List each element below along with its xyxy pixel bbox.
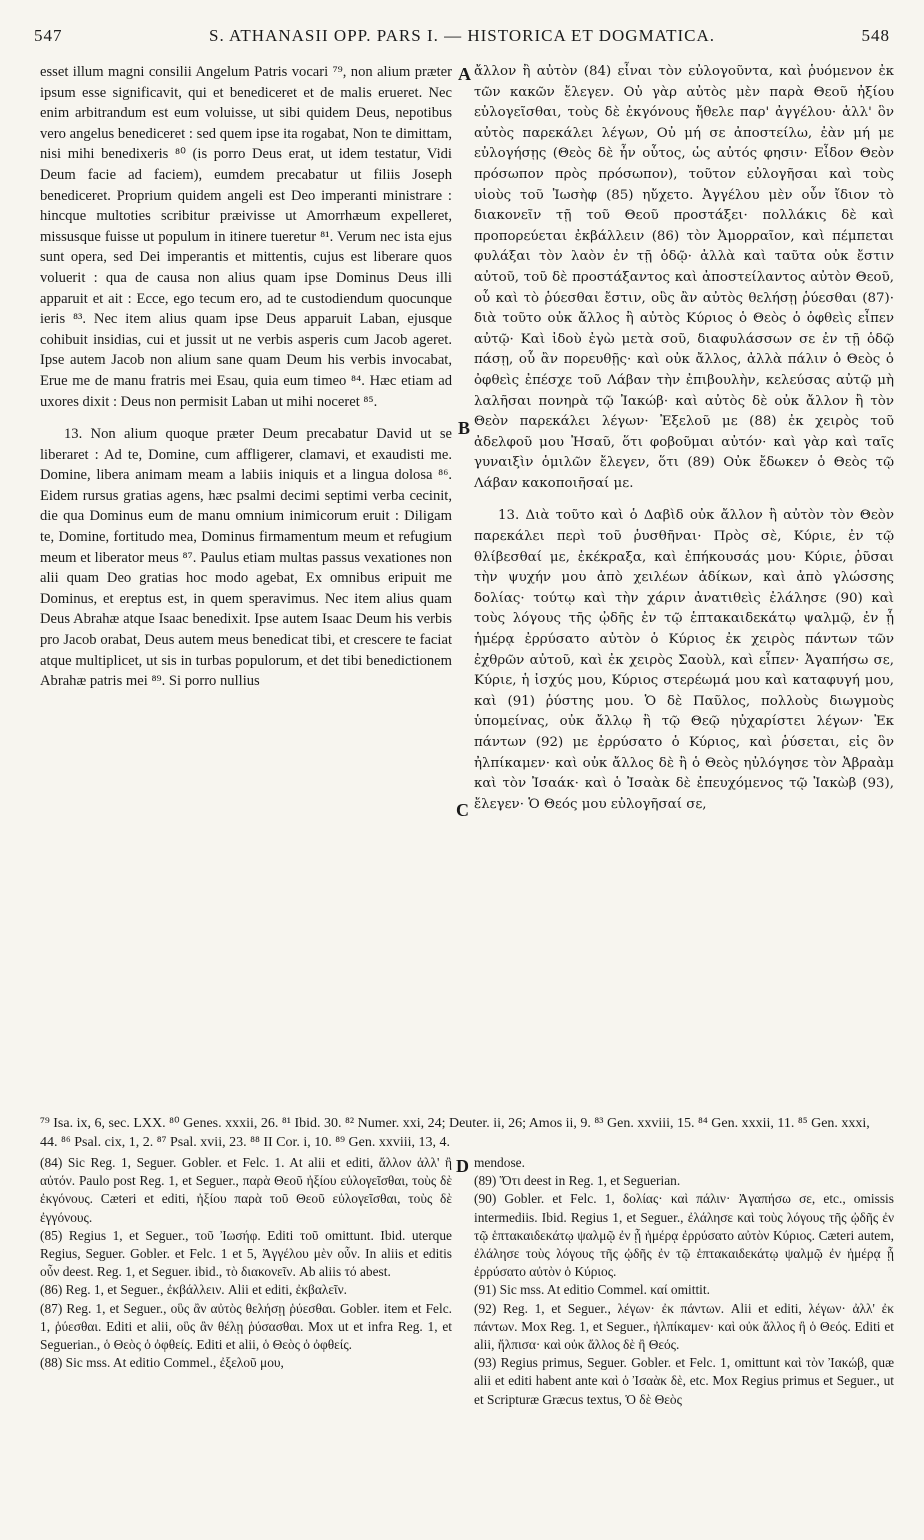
page-number-left: 547 bbox=[34, 26, 63, 45]
greek-paragraph-2: 13. Διὰ τοῦτο καὶ ὁ Δαβὶδ οὐκ ἄλλον ἢ αὐτὸν τὸν Θεὸν παρεκάλει περὶ τοῦ ῥυσθῆναι· Πρὸς σὲ, Κύριε, ἐν τῷ θλίβεσθαί με, ἐκέκραξα, καὶ ἐπήκουσάς μου· Κύριε, ῥῦσαι τὴν ψυχήν μου ἀπὸ χειλέων ἀδίκων, καὶ ἀπὸ γλώσσης δολίας· τούτῳ καὶ τὴν χάριν ἀνατιθεὶς ἐλάλησε (90) καὶ τοὺς λόγους τῆς ᾠδῆς ἐν τῷ ἑπτακαιδεκάτῳ ψαλμῷ, ἐν ᾗ ἡμέρᾳ ἐρρύσατο αὐτὸν ὁ Κύριος ἐκ χειρὸς πάντων τῶν ἐχθρῶν αὐτοῦ, καὶ ἐκ χειρὸς Σαοὺλ, καὶ εἶπεν· Ἀγαπήσω σε, Κύριε, ἡ ἰσχύς μου, Κύριος στερέωμά μου καὶ καταφυγή μου, καὶ (91) ῥύστης μου. Ὁ δὲ Παῦλος, πολλοὺς διωγμοὺς ὑπομείνας, οὐκ ἄλλῳ ἢ τῷ Θεῷ ηὐχαρίστει λέγων· Ἐκ πάντων (92) με ἐρρύσατο ὁ Κύριος, καὶ ῥύσεται, εἰς ὃν ἠλπίκαμεν· καὶ οὐκ ἄλλος δὲ ἢ ὁ Θεὸς ηὐλόγησε τὸν Ἀβραὰμ καὶ τὸν Ἰσαάκ· καὶ ὁ Ἰσαὰκ δὲ ἐπευχόμενος τῷ Ἰακὼβ (93), ἔλεγεν· Ὁ Θεός μου εὐλογῆσαί σε, bbox=[474, 508, 894, 812]
note-86: (86) Reg. 1, et Seguer., ἐκβάλλειν. Alii et editi, ἐκβαλεῖν. bbox=[40, 1282, 347, 1298]
note-89: (89) Ὅτι deest in Reg. 1, et Seguerian. bbox=[474, 1173, 681, 1189]
latin-column bbox=[40, 62, 452, 692]
margin-marker-a: A bbox=[458, 64, 471, 84]
latin-paragraph-1: esset illum magni consilii Angelum Patris vocari ⁷⁹, non alium præter ipsum esse significavit, qui et benediceret et de malis erueret. Nec enim arbitrandum est eum voluisse, ut sibi quidem Deus, nepotibus vero angelus benediceret : sed quem ipse ita rogabat, Non te dimittam, nisi mihi benedixeris ⁸⁰ (is porro Deus erat, ut idem testatur, Vidi Deum facie ad faciem), eumdem precabatur ut filiis Joseph benediceret. Proprium quidem angeli est Deo imperanti ministrare : hincque multoties scribitur præivisse ut Amorrhæum expelleret, missusque fuisse ut populum in itinere tueretur ⁸¹. Verum nec ista ejus sunt opera, sed Dei imperantis et mittentis, cujus est liberare quos voluerit : qua de causa non alius quam ipse Dominus Deus illi apparuit et ait : Ecce, ego tecum ero, ad te custodiendum quocunque ieris ⁸³. Nec item alius quam ipse Deus apparuit Laban, ejusque cohibuit insidias, cui et jussit ut ne verbis asperis cum Jacob ageret. Ipse autem Jacob non alium sane quam Deum his verbis invocabat, Erue me de manu fratris mei Esau, quia eum timeo ⁸⁴. Hæc etiam ad uxores dixit : Deus non permisit Laban ut mihi noceret ⁸⁵. bbox=[40, 64, 452, 410]
latin-paragraph-2: 13. Non alium quoque præter Deum precabatur David ut se liberaret : Ad te, Domine, cum affligerer, clamavi, et exaudisti me. Domine, libera animam meam a labiis iniquis et a lingua dolosa ⁸⁶. Eidem rursus gratias agens, hæc psalmi decimi septimi verba cecinit, die qua Dominus eum de manu omnium inimicorum eruit : Diligam te, Domine, fortitudo mea, Dominus firmamentum meum et refugium meum et liberator meus ⁸⁷. Paulus etiam multas passus vexationes non alii quam Deo gratias hoc modo agebat, Ex omnibus eripuit me Dominus, et ereptus est, in quem speravimus. Nec item alius quam Deus Abrahæ atque Isaac benedixit. Ipse autem Isaac Deum his verbis pro Jacob orabat, Deus autem meus benedicat tibi, et crescere te faciat atque multiplicet, ut sis in turbas populorum, et det tibi benedictionem Abrahæ patris mei ⁸⁹. Si porro nullius bbox=[40, 426, 452, 690]
notes-left-column bbox=[40, 1154, 452, 1372]
page-number-right: 548 bbox=[861, 26, 890, 45]
scripture-references: ⁷⁹ Isa. ix, 6, sec. LXX. ⁸⁰ Genes. xxxii, 26. ⁸¹ Ibid. 30. ⁸² Numer. xxi, 24; Deuter. ii, 26; Amos ii, 9. ⁸³ Gen. xxviii, 15. ⁸⁴ Gen. xxxii, 11. ⁸⁵ Gen. xxxi, 44. ⁸⁶ Psal. cix, 1, 2. ⁸⁷ Psal. xvii, 23. ⁸⁸ II Cor. i, 10. ⁸⁹ Gen. xxviii, 13, 4. bbox=[40, 1116, 870, 1150]
greek-paragraph-1: ἄλλον ἢ αὐτὸν (84) εἶναι τὸν εὐλογοῦντα, καὶ ῥυόμενον ἐκ τῶν κακῶν ἔλεγεν. Οὐ γὰρ αὐτὸς μὲν παρὰ Θεοῦ ἠξίου εὐλογεῖσθαι, τοὺς δὲ ἐκγόνους ἤθελε παρ' ἀγγέλου· ἀλλ' ὃν αὐτὸς παρεκάλει λέγων, Οὐ μή σε ἀποστείλω, ἐὰν μή με εὐλογήσῃς (Θεὸς δὲ ἦν οὗτος, ὡς αὐτός φησιν· Εἶδον Θεὸν πρόσωπον πρὸς πρόσωπον), τοῦτον εὐλογῆσαι καὶ τοὺς υἱοὺς τοῦ Ἰωσὴφ (85) ηὔχετο. Ἀγγέλου μὲν οὖν ἴδιον τὸ διακονεῖν τῇ τοῦ Θεοῦ προστάξει· πολλάκις δὲ καὶ προπορεύεται ἐκβάλλειν (86) τὸν Ἀμορραῖον, καὶ πέμπεται φυλάξαι τὸν λαὸν ἐν τῇ ὁδῷ· ἀλλὰ καὶ ταῦτα οὐκ ἔστιν αὐτοῦ, τοῦ δὲ προστάξαντος καὶ ἀποστείλαντος αὐτὸν Θεοῦ, οὗ καὶ τὸ ῥύεσθαι ἔστιν, οὓς ἂν αὐτὸς θελήσῃ ῥύεσθαι (87)· διὰ τοῦτο οὐκ ἄλλος ἢ αὐτὸς Κύριος ὁ Θεὸς ὁ ὀφθεὶς εἶπεν αὐτῷ· Καὶ ἰδοὺ ἐγὼ μετὰ σοῦ, διαφυλάσσων σε ἐν τῇ ὁδῷ πάσῃ, οὗ ἂν πορευθῇς· καὶ οὐκ ἄλλος, ἀλλὰ πάλιν ὁ Θεὸς ὁ ὀφθεὶς ἐπέσχε τοῦ Λάβαν τὴν ἐπιβουλὴν, κελεύσας αὐτῷ μὴ λαλῆσαι πονηρὰ τῷ Ἰακώβ· καὶ αὐτὸς δὲ οὐκ ἄλλον ἢ τὸν Θεὸν παρεκάλει λέγων· Ἐξελοῦ με (88) ἐκ χειρὸς τοῦ ἀδελφοῦ μου Ἠσαῦ, ὅτι φοβοῦμαι αὐτόν· καὶ γὰρ καὶ ταῖς γυναιξὶν ὁμιλῶν ἔλεγεν, ὅτι (89) Οὐκ ἔδωκεν ὁ Θεὸς τῷ Λάβαν κακοποιῆσαί με. bbox=[474, 64, 894, 491]
running-title: S. ATHANASII OPP. PARS I. — HISTORICA ET DOGMATICA. bbox=[209, 26, 715, 45]
note-91: (91) Sic mss. At editio Commel. καί omittit. bbox=[474, 1282, 710, 1298]
page-header bbox=[34, 26, 890, 50]
greek-column bbox=[474, 62, 894, 815]
note-88: (88) Sic mss. At editio Commel., ἐξελοῦ μου, bbox=[40, 1355, 284, 1371]
margin-marker-b: B bbox=[458, 418, 471, 438]
note-90: (90) Gobler. et Felc. 1, δολίας· καὶ πάλιν· Ἀγαπήσω σε, etc., omissis intermediis. Ibid. Regius 1, et Seguer., ἐλάλησε καὶ τοὺς λόγους τῆς ᾠδῆς ἐν τῷ ἑπτακαιδεκάτῳ ψαλμῷ ἐν ᾗ ἡμέρᾳ ἐρρύσατο αὐτὸν Κύριος. Cæteri autem, ἐλάλησε τοὺς λόγους τῆς ᾠδῆς ἐν τῷ ἑπτακαιδεκάτῳ ψαλμῷ ἐν ἡμέρᾳ ᾗ ἐρρύσατο αὐτὸν ὁ Κύριος. bbox=[474, 1191, 894, 1280]
note-93: (93) Regius primus, Seguer. Gobler. et Felc. 1, omittunt καὶ τὸν Ἰακώβ, quæ alii et editi habent ante καὶ ὁ Ἰσαὰκ δὲ, etc. Mox Regius primus et Seguer., ut et Scripturæ Græcus textus, Ὁ δὲ Θεὸς bbox=[474, 1355, 894, 1407]
note-85: (85) Regius 1, et Seguer., τοῦ Ἰωσήφ. Editi τοῦ omittunt. Ibid. uterque Regius, Seguer. Gobler. et Felc. 1 et 5, Ἀγγέλου μὲν οὖν. In aliis et editis οὖν deest. Reg. 1, et Seguer. ibid., τὸ διακονεῖν. Ab aliis τό abest. bbox=[40, 1227, 452, 1280]
note-92: (92) Reg. 1, et Seguer., λέγων· ἐκ πάντων. Alii et editi, λέγων· ἀλλ' ἐκ πάντων. Mox Reg. 1, et Seguer., ἠλπίκαμεν· καὶ οὐκ ἄλλος ἢ ὁ Θεός. Editi et alii, ἤλπισα· καὶ οὐκ ἄλλος δὲ ἢ Θεός. bbox=[474, 1300, 894, 1353]
note-87: (87) Reg. 1, et Seguer., οὓς ἂν αὐτὸς θελήσῃ ῥύεσθαι. Gobler. item et Felc. 1, ῥύεσθαι. Editi et alii, οὓς ἂν θέλῃ ῥύσασθαι. Mox ut et infra Reg. 1, et Seguerian., ὁ Θεὸς ὁ ὀφθείς. Editi et alii, ὁ Θεὸς ὁ ὀφθείς. bbox=[40, 1300, 452, 1353]
notes-right-column bbox=[474, 1154, 894, 1409]
note-88-continued: mendose. bbox=[474, 1155, 525, 1170]
margin-marker-c: C bbox=[456, 800, 469, 820]
margin-marker-d: D bbox=[456, 1156, 469, 1176]
note-84: (84) Sic Reg. 1, Seguer. Gobler. et Felc. 1. At alii et editi, ἄλλον ἀλλ' ἢ αὐτόν. Paulo post Reg. 1, et Seguer., παρὰ Θεοῦ ἠξίου εὐλογεῖσθαι, τοὺς δὲ ἐκγόνους. Cæteri et editi, ἠξίου παρὰ τοῦ Θεοῦ εὐλογεῖσθαι, τοὺς δὲ ἐγγόνους. bbox=[40, 1155, 452, 1225]
